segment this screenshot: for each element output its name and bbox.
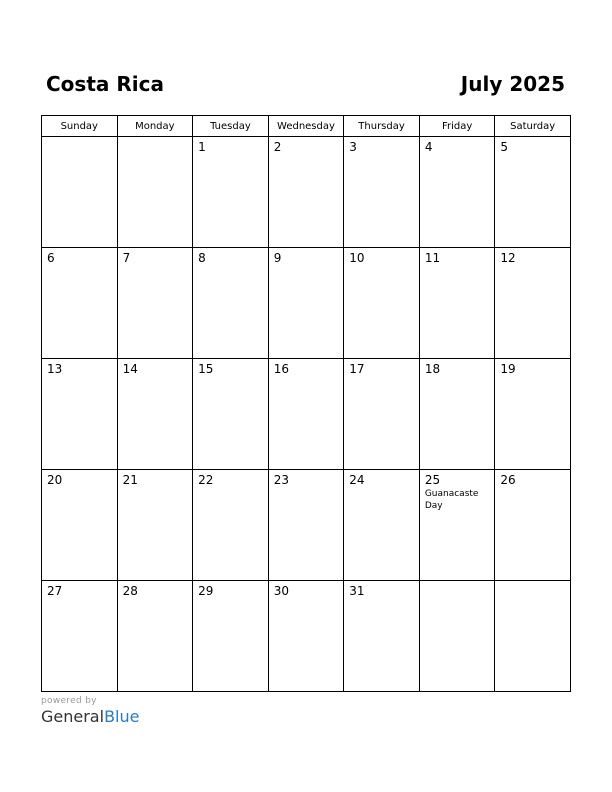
weekday-wednesday: Wednesday [268, 116, 344, 137]
day-cell [419, 359, 495, 470]
country-title: Costa Rica [46, 72, 164, 96]
week-row-2 [42, 248, 571, 359]
day-cell [42, 137, 118, 248]
day-cell [495, 581, 571, 692]
day-cell [495, 248, 571, 359]
day-cell [495, 137, 571, 248]
calendar-grid [41, 115, 571, 692]
weekday-tuesday: Tuesday [193, 116, 269, 137]
day-cell [495, 470, 571, 581]
day-number: 19 [500, 362, 516, 376]
powered-by-label: powered by [41, 696, 97, 706]
day-number: 17 [349, 362, 365, 376]
day-number: 9 [273, 251, 282, 265]
day-number: 26 [500, 473, 516, 487]
day-number: 29 [198, 584, 214, 598]
day-number: 15 [198, 362, 214, 376]
day-number: 23 [273, 473, 289, 487]
day-number: 30 [273, 584, 289, 598]
day-number: 13 [47, 362, 63, 376]
day-number: 10 [349, 251, 365, 265]
day-number: 31 [349, 584, 365, 598]
day-number: 3 [349, 140, 357, 154]
week-row-1 [42, 137, 571, 248]
day-number: 16 [273, 362, 289, 376]
day-cell [419, 248, 495, 359]
weekday-saturday: Saturday [495, 116, 571, 137]
day-number: 5 [500, 140, 509, 154]
weekday-monday: Monday [117, 116, 193, 137]
week-row-5 [42, 581, 571, 692]
day-cell [193, 470, 269, 581]
day-number: 1 [198, 140, 206, 154]
day-cell [268, 359, 344, 470]
day-cell [117, 581, 193, 692]
day-number: 2 [273, 140, 282, 154]
day-cell [344, 137, 420, 248]
day-cell [193, 359, 269, 470]
day-number: 18 [424, 362, 441, 376]
day-cell [193, 137, 269, 248]
day-cell [117, 470, 193, 581]
day-cell [268, 248, 344, 359]
day-cell [42, 359, 118, 470]
day-cell [117, 248, 193, 359]
footer-branding [41, 696, 139, 727]
day-cell [344, 359, 420, 470]
day-cell [117, 359, 193, 470]
holiday-event: Guanacaste Day [424, 489, 479, 511]
day-cell [268, 137, 344, 248]
day-number: 28 [122, 584, 138, 598]
day-number: 21 [122, 473, 138, 487]
day-number: 8 [198, 251, 206, 265]
day-cell [193, 248, 269, 359]
day-number: 12 [500, 251, 516, 265]
brand-name-part2: Blue [104, 707, 140, 726]
day-number: 25 [424, 473, 441, 487]
day-cell [268, 581, 344, 692]
day-number: 6 [47, 251, 55, 265]
day-cell [193, 581, 269, 692]
day-cell [42, 470, 118, 581]
day-number: 7 [122, 251, 131, 265]
day-number: 14 [122, 362, 138, 376]
week-row-3 [42, 359, 571, 470]
day-cell [344, 248, 420, 359]
day-cell [344, 470, 420, 581]
weekday-sunday: Sunday [42, 116, 118, 137]
weekday-thursday: Thursday [344, 116, 420, 137]
generalblue-logo[interactable] [41, 707, 139, 727]
day-number: 22 [198, 473, 214, 487]
weekday-header-row [42, 116, 571, 137]
day-number: 27 [47, 584, 63, 598]
brand-name-part1: General [41, 707, 105, 726]
day-number: 24 [349, 473, 365, 487]
day-number: 4 [424, 140, 433, 154]
day-cell [419, 581, 495, 692]
month-year-title: July 2025 [460, 72, 565, 96]
day-cell [117, 137, 193, 248]
day-cell [419, 137, 495, 248]
day-cell [419, 470, 495, 581]
week-row-4 [42, 470, 571, 581]
day-cell [42, 581, 118, 692]
day-number: 11 [424, 251, 441, 265]
day-cell [344, 581, 420, 692]
day-number: 20 [47, 473, 63, 487]
weekday-friday: Friday [419, 116, 495, 137]
day-cell [42, 248, 118, 359]
day-cell [268, 470, 344, 581]
day-cell [495, 359, 571, 470]
